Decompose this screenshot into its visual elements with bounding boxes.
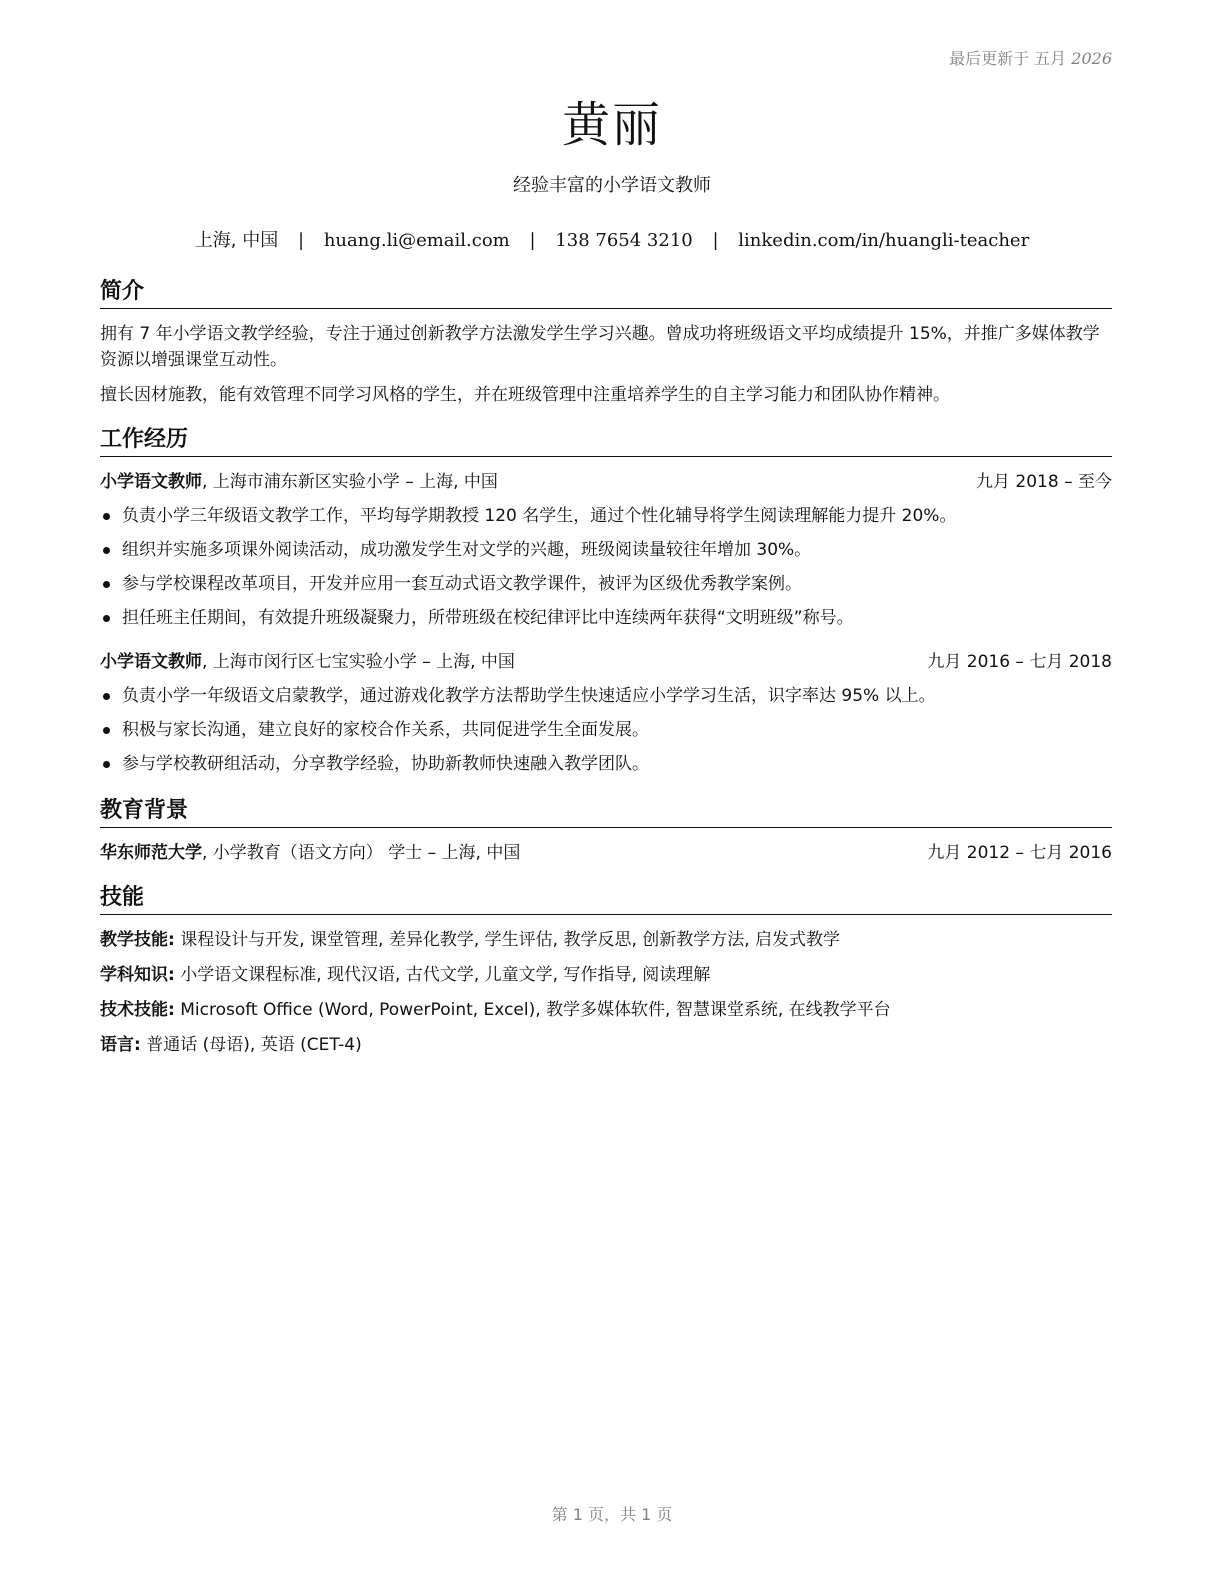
contact-email[interactable]: huang.li@email.com [323, 230, 510, 251]
last-updated [949, 46, 1112, 69]
summary-paragraph: 拥有 7 年小学语文教学经验，专注于通过创新教学方法激发学生学习兴趣。曾成功将班级语文平均成绩提升 15%，并推广多媒体教学资源以增强课堂互动性。 [100, 324, 1100, 370]
job-dates: 九月 2016 – 七月 2018 [927, 652, 1112, 672]
job-bullet: 参与学校教研组活动，分享教学经验，协助新教师快速融入教学团队。 [100, 751, 1112, 777]
job-bullets [100, 683, 1112, 777]
skill-label: 学科知识: [100, 965, 175, 985]
contact-phone: 138 7654 3210 [555, 230, 693, 251]
section-title-education: 教育背景 [100, 797, 1112, 828]
skill-value: 小学语文课程标准, 现代汉语, 古代文学, 儿童文学, 写作指导, 阅读理解 [174, 965, 711, 985]
job-org: , 上海市闵行区七宝实验小学 – 上海, 中国 [202, 652, 515, 672]
contact-separator: | [529, 230, 536, 251]
skill-value: 普通话 (母语), 英语 (CET-4) [140, 1035, 362, 1055]
job-dates: 九月 2018 – 至今 [976, 472, 1112, 492]
contact-separator: | [712, 230, 719, 251]
job-title-org [100, 469, 498, 495]
job-role: 小学语文教师 [100, 472, 202, 492]
section-title-summary: 简介 [100, 278, 1112, 309]
skill-value: Microsoft Office (Word, PowerPoint, Excel), 教学多媒体软件, 智慧课堂系统, 在线教学平台 [174, 1000, 891, 1020]
candidate-name: 黄丽 [561, 97, 662, 153]
page-footer: 第 1 页，共 1 页 [551, 1505, 673, 1524]
job-header [100, 469, 1112, 495]
job-bullet: 负责小学一年级语文启蒙教学，通过游戏化教学方法帮助学生快速适应小学学习生活，识字率达 95% 以上。 [100, 683, 1112, 709]
job-bullets [100, 503, 1112, 631]
contact-location: 上海, 中国 [194, 230, 279, 251]
skill-label: 教学技能: [100, 930, 175, 950]
job-entry [100, 469, 1112, 631]
summary-paragraph: 擅长因材施教，能有效管理不同学习风格的学生，并在班级管理中注重培养学生的自主学习能力和团队协作精神。 [100, 385, 950, 405]
skill-value: 课程设计与开发, 课堂管理, 差异化教学, 学生评估, 教学反思, 创新教学方法, 启发式教学 [174, 930, 841, 950]
education-school-detail [100, 840, 520, 866]
contact-line [0, 226, 1224, 252]
contact-separator: | [298, 230, 305, 251]
education-dates: 九月 2012 – 七月 2016 [927, 843, 1112, 863]
experience-section [100, 426, 1112, 777]
job-bullet: 积极与家长沟通，建立良好的家校合作关系，共同促进学生全面发展。 [100, 717, 1112, 743]
job-role: 小学语文教师 [100, 652, 202, 672]
job-entry [100, 649, 1112, 777]
skill-line [100, 997, 1112, 1023]
contact-linkedin[interactable]: linkedin.com/in/huangli-teacher [738, 230, 1030, 251]
education-school: 华东师范大学 [100, 843, 202, 863]
skills-section [100, 884, 1112, 1058]
education-detail: , 小学教育（语文方向） 学士 – 上海, 中国 [202, 843, 521, 863]
job-title-org [100, 649, 515, 675]
skill-label: 技术技能: [100, 1000, 175, 1020]
skill-line [100, 927, 1112, 953]
job-bullet: 参与学校课程改革项目，开发并应用一套互动式语文教学课件，被评为区级优秀教学案例。 [100, 571, 1112, 597]
summary-section [100, 278, 1112, 408]
skill-line [100, 1032, 1112, 1058]
education-section [100, 797, 1112, 866]
last-updated-year: 2026 [1071, 49, 1112, 68]
section-title-experience: 工作经历 [100, 426, 1112, 457]
section-title-skills: 技能 [100, 884, 1112, 915]
skill-line [100, 962, 1112, 988]
skill-label: 语言: [100, 1035, 141, 1055]
headline: 经验丰富的小学语文教师 [513, 175, 711, 196]
job-bullet: 组织并实施多项课外阅读活动，成功激发学生对文学的兴趣，班级阅读量较往年增加 30%。 [100, 537, 1112, 563]
job-header [100, 649, 1112, 675]
last-updated-prefix: 最后更新于 五月 [949, 49, 1067, 68]
job-bullet: 负责小学三年级语文教学工作，平均每学期教授 120 名学生，通过个性化辅导将学生阅读理解能力提升 20%。 [100, 503, 1112, 529]
job-org: , 上海市浦东新区实验小学 – 上海, 中国 [202, 472, 498, 492]
job-bullet: 担任班主任期间，有效提升班级凝聚力，所带班级在校纪律评比中连续两年获得“文明班级”称号。 [100, 605, 1112, 631]
education-entry [100, 840, 1112, 866]
